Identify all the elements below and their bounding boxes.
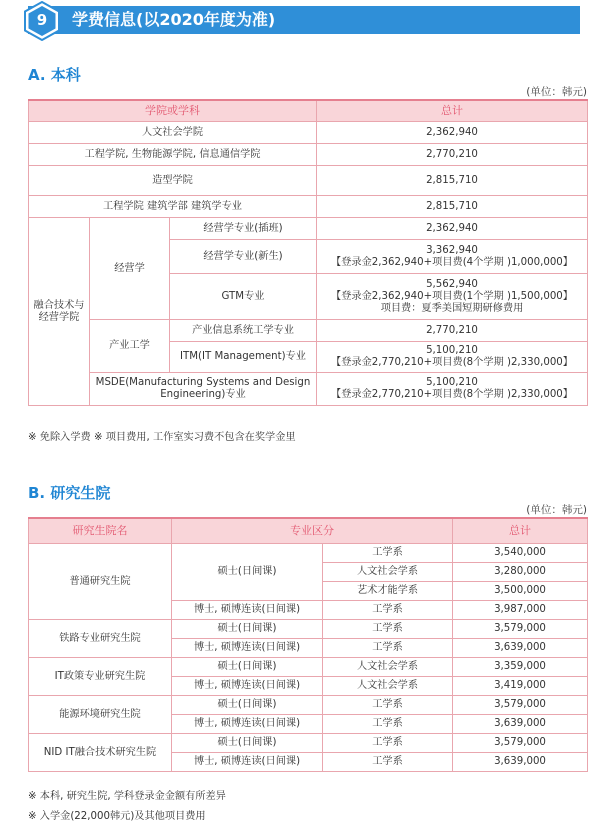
- table-row: [29, 696, 588, 715]
- section-header: [0, 0, 609, 42]
- total-cell: 3,359,000: [453, 658, 588, 677]
- field-cell: 艺术才能学系: [323, 582, 453, 601]
- total-cell: 3,579,000: [453, 620, 588, 639]
- program-cell: 硕士(日间课): [172, 544, 323, 601]
- page-title: 学费信息(以2020年度为准): [72, 10, 276, 29]
- column-header: 专业区分: [172, 518, 453, 544]
- field-cell: 工学系: [323, 544, 453, 563]
- department-cell: 经营学: [90, 218, 170, 320]
- grad-school-cell: 能源环境研究生院: [29, 696, 172, 734]
- field-cell: 人文社会学系: [323, 658, 453, 677]
- field-cell: 工学系: [323, 753, 453, 772]
- column-header: 总计: [317, 100, 588, 122]
- total-cell: [317, 274, 588, 320]
- grad-unit: (单位：韩元): [526, 504, 587, 516]
- grad-title: B. 研究生院: [28, 484, 111, 502]
- total-cell: [317, 240, 588, 274]
- total-cell: 2,770,210: [317, 320, 588, 342]
- column-header: 学院或学科: [29, 100, 317, 122]
- grad-school-cell: IT政策专业研究生院: [29, 658, 172, 696]
- table-row: [29, 122, 588, 144]
- total-cell: 2,770,210: [317, 144, 588, 166]
- table-row: [29, 218, 588, 240]
- total-note: 项目费：夏季美国短期研修费用: [380, 302, 524, 314]
- field-cell: 工学系: [323, 715, 453, 734]
- program-cell: 硕士(日间课): [172, 734, 323, 753]
- table-row: [29, 544, 588, 563]
- total-cell: [317, 373, 588, 406]
- total-cell: 3,419,000: [453, 677, 588, 696]
- total-cell: 2,815,710: [317, 166, 588, 196]
- major-cell: MSDE(Manufacturing Systems and Design Engineering)专业: [90, 373, 317, 406]
- table-header-row: [29, 518, 588, 544]
- total-breakdown: 【登录金2,770,210+项目费(8个学期 )2,330,000】: [331, 357, 573, 368]
- grad-school-cell: NID IT融合技术研究生院: [29, 734, 172, 772]
- field-cell: 工学系: [323, 601, 453, 620]
- table-row: [29, 620, 588, 639]
- column-header: 总计: [453, 518, 588, 544]
- total-amount: 5,100,210: [426, 345, 478, 356]
- column-header: 研究生院名: [29, 518, 172, 544]
- undergrad-note: ※ 免除入学费 ※ 项目费用, 工作室实习费不包含在奖学金里: [28, 432, 296, 443]
- table-row: [29, 734, 588, 753]
- college-cell: 融合技术与经营学院: [29, 218, 90, 406]
- total-amount: 3,362,940: [426, 244, 478, 256]
- total-cell: 3,280,000: [453, 563, 588, 582]
- major-cell: 经营学专业(新生): [170, 240, 317, 274]
- grad-school-cell: 铁路专业研究生院: [29, 620, 172, 658]
- grad-school-cell: 普通研究生院: [29, 544, 172, 620]
- major-cell: GTM专业: [170, 274, 317, 320]
- field-cell: 工学系: [323, 639, 453, 658]
- major-cell: 产业信息系统工学专业: [170, 320, 317, 342]
- program-cell: 硕士(日间课): [172, 696, 323, 715]
- total-cell: 2,815,710: [317, 196, 588, 218]
- total-cell: 3,639,000: [453, 715, 588, 734]
- field-cell: 工学系: [323, 734, 453, 753]
- program-cell: 博士, 硕博连读(日间课): [172, 639, 323, 658]
- table-row: [29, 144, 588, 166]
- total-cell: 3,987,000: [453, 601, 588, 620]
- total-cell: 3,500,000: [453, 582, 588, 601]
- table-header-row: [29, 100, 588, 122]
- field-cell: 人文社会学系: [323, 677, 453, 696]
- total-breakdown: 【登录金2,362,940+项目费(1个学期 )1,500,000】: [331, 290, 573, 302]
- total-cell: 3,639,000: [453, 753, 588, 772]
- grad-note-1: ※ 本科, 研究生院, 学科登录金金额有所差异: [28, 791, 226, 802]
- major-cell: 经营学专业(插班): [170, 218, 317, 240]
- table-row: [29, 196, 588, 218]
- table-row: [29, 658, 588, 677]
- hexagon-number-icon: [22, 1, 62, 41]
- grad-note-2: ※ 入学金(22,000韩元)及其他项目费用: [28, 811, 206, 822]
- total-amount: 5,100,210: [426, 377, 478, 388]
- total-breakdown: 【登录金2,770,210+项目费(8个学期 )2,330,000】: [331, 389, 573, 400]
- total-cell: 2,362,940: [317, 122, 588, 144]
- college-cell: 人文社会学院: [29, 122, 317, 144]
- section-number: 9: [36, 11, 48, 29]
- department-cell: 产业工学: [90, 320, 170, 373]
- college-cell: 造型学院: [29, 166, 317, 196]
- field-cell: 工学系: [323, 620, 453, 639]
- grad-tuition-table: [28, 517, 588, 772]
- undergrad-tuition-table: [28, 99, 588, 406]
- college-cell: 工程学院, 生物能源学院, 信息通信学院: [29, 144, 317, 166]
- total-cell: 3,579,000: [453, 734, 588, 753]
- total-cell: 3,540,000: [453, 544, 588, 563]
- total-cell: 2,362,940: [317, 218, 588, 240]
- program-cell: 硕士(日间课): [172, 620, 323, 639]
- total-cell: [317, 342, 588, 373]
- table-row: [29, 373, 588, 406]
- undergrad-unit: (单位：韩元): [526, 86, 587, 98]
- program-cell: 博士, 硕博连读(日间课): [172, 677, 323, 696]
- program-cell: 博士, 硕博连读(日间课): [172, 601, 323, 620]
- program-cell: 博士, 硕博连读(日间课): [172, 753, 323, 772]
- field-cell: 人文社会学系: [323, 563, 453, 582]
- total-amount: 5,562,940: [426, 278, 478, 290]
- total-cell: 3,639,000: [453, 639, 588, 658]
- undergrad-title: A. 本科: [28, 66, 81, 84]
- table-row: [29, 320, 588, 342]
- field-cell: 工学系: [323, 696, 453, 715]
- program-cell: 硕士(日间课): [172, 658, 323, 677]
- total-cell: 3,579,000: [453, 696, 588, 715]
- total-breakdown: 【登录金2,362,940+项目费(4个学期 )1,000,000】: [331, 256, 573, 268]
- table-row: [29, 166, 588, 196]
- major-cell: ITM(IT Management)专业: [170, 342, 317, 373]
- program-cell: 博士, 硕博连读(日间课): [172, 715, 323, 734]
- college-cell: 工程学院 建筑学部 建筑学专业: [29, 196, 317, 218]
